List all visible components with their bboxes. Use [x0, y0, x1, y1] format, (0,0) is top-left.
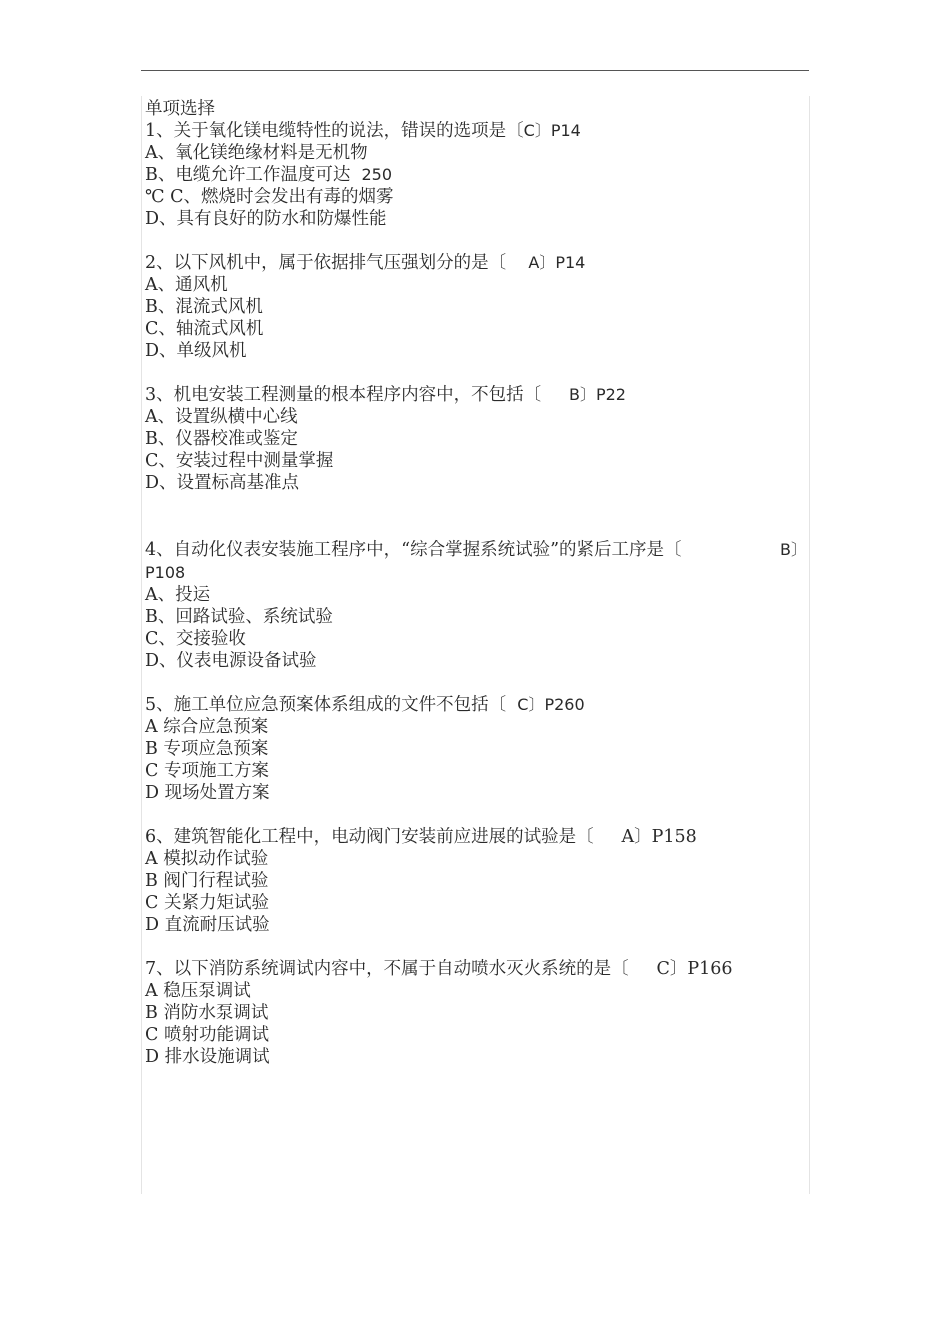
question-stem: 3、机电安装工程测量的根本程序内容中，不包括〔 B〕P22 — [145, 385, 626, 405]
question-stem: 4、自动化仪表安装施工程序中，“综合掌握系统试验”的紧后工序是〔 B〕 — [145, 540, 807, 560]
question-4 — [145, 538, 807, 672]
option-b: B、仪器校准或鉴定 — [145, 429, 298, 449]
option-d: D、单级风机 — [145, 341, 247, 361]
option-a: A 模拟动作试验 — [145, 849, 269, 869]
option-b: B、电缆允许工作温度可达 250 — [145, 165, 393, 185]
header-rule — [141, 70, 809, 71]
answer-ref: A〕P14 — [528, 253, 586, 272]
option-a: A、通风机 — [145, 275, 228, 295]
page-ref: P108 — [145, 563, 186, 582]
answer-ref: B〕P22 — [568, 385, 626, 404]
option-a: A 综合应急预案 — [145, 717, 269, 737]
answer-ref: C〕P260 — [517, 695, 585, 714]
option-d: D、仪表电源设备试验 — [145, 651, 317, 671]
option-d: D 直流耐压试验 — [145, 915, 270, 935]
option-d: D、设置标高基准点 — [145, 473, 300, 493]
question-7 — [145, 958, 807, 1068]
option-c: C 专项施工方案 — [145, 761, 269, 781]
question-stem: 1、关于氧化镁电缆特性的说法，错误的选项是〔C〕P14 — [145, 121, 581, 141]
option-b: B、回路试验、系统试验 — [145, 607, 333, 627]
temperature-value: 250 — [361, 165, 393, 184]
section-title: 单项选择 — [145, 99, 215, 119]
document-body — [145, 98, 807, 1068]
option-c: C 喷射功能调试 — [145, 1025, 269, 1045]
option-a: A、投运 — [145, 585, 211, 605]
option-c: C、安装过程中测量掌握 — [145, 451, 334, 471]
option-b: B 阀门行程试验 — [145, 871, 269, 891]
question-2 — [145, 252, 807, 362]
answer-ref: A〕P158 — [621, 827, 697, 847]
question-stem: 6、建筑智能化工程中，电动阀门安装前应进展的试验是〔 A〕P158 — [145, 827, 697, 847]
question-stem: 5、施工单位应急预案体系组成的文件不包括〔 C〕P260 — [145, 695, 585, 715]
option-b: B 专项应急预案 — [145, 739, 269, 759]
option-c: C、轴流式风机 — [145, 319, 264, 339]
option-d: D、具有良好的防水和防爆性能 — [145, 209, 387, 229]
answer-letter: B〕 — [780, 540, 807, 559]
option-c: C、交接验收 — [145, 629, 246, 649]
option-d: D 现场处置方案 — [145, 783, 270, 803]
option-a: A、氧化镁绝缘材料是无机物 — [145, 143, 368, 163]
question-stem: 7、以下消防系统调试内容中，不属于自动喷水灭火系统的是〔 C〕P166 — [145, 959, 733, 979]
option-a: A 稳压泵调试 — [145, 981, 251, 1001]
question-3 — [145, 384, 807, 494]
option-b: B、混流式风机 — [145, 297, 263, 317]
question-1 — [145, 120, 807, 230]
question-5 — [145, 694, 807, 804]
option-d: D 排水设施调试 — [145, 1047, 270, 1067]
option-c: ℃ C、燃烧时会发出有毒的烟雾 — [145, 187, 394, 207]
answer-ref: C〕P14 — [523, 121, 581, 140]
answer-ref: C〕P166 — [656, 959, 733, 979]
option-b: B 消防水泵调试 — [145, 1003, 269, 1023]
option-a: A、设置纵横中心线 — [145, 407, 298, 427]
question-6 — [145, 826, 807, 936]
option-c: C 关紧力矩试验 — [145, 893, 269, 913]
question-stem: 2、以下风机中，属于依据排气压强划分的是〔 A〕P14 — [145, 253, 586, 273]
